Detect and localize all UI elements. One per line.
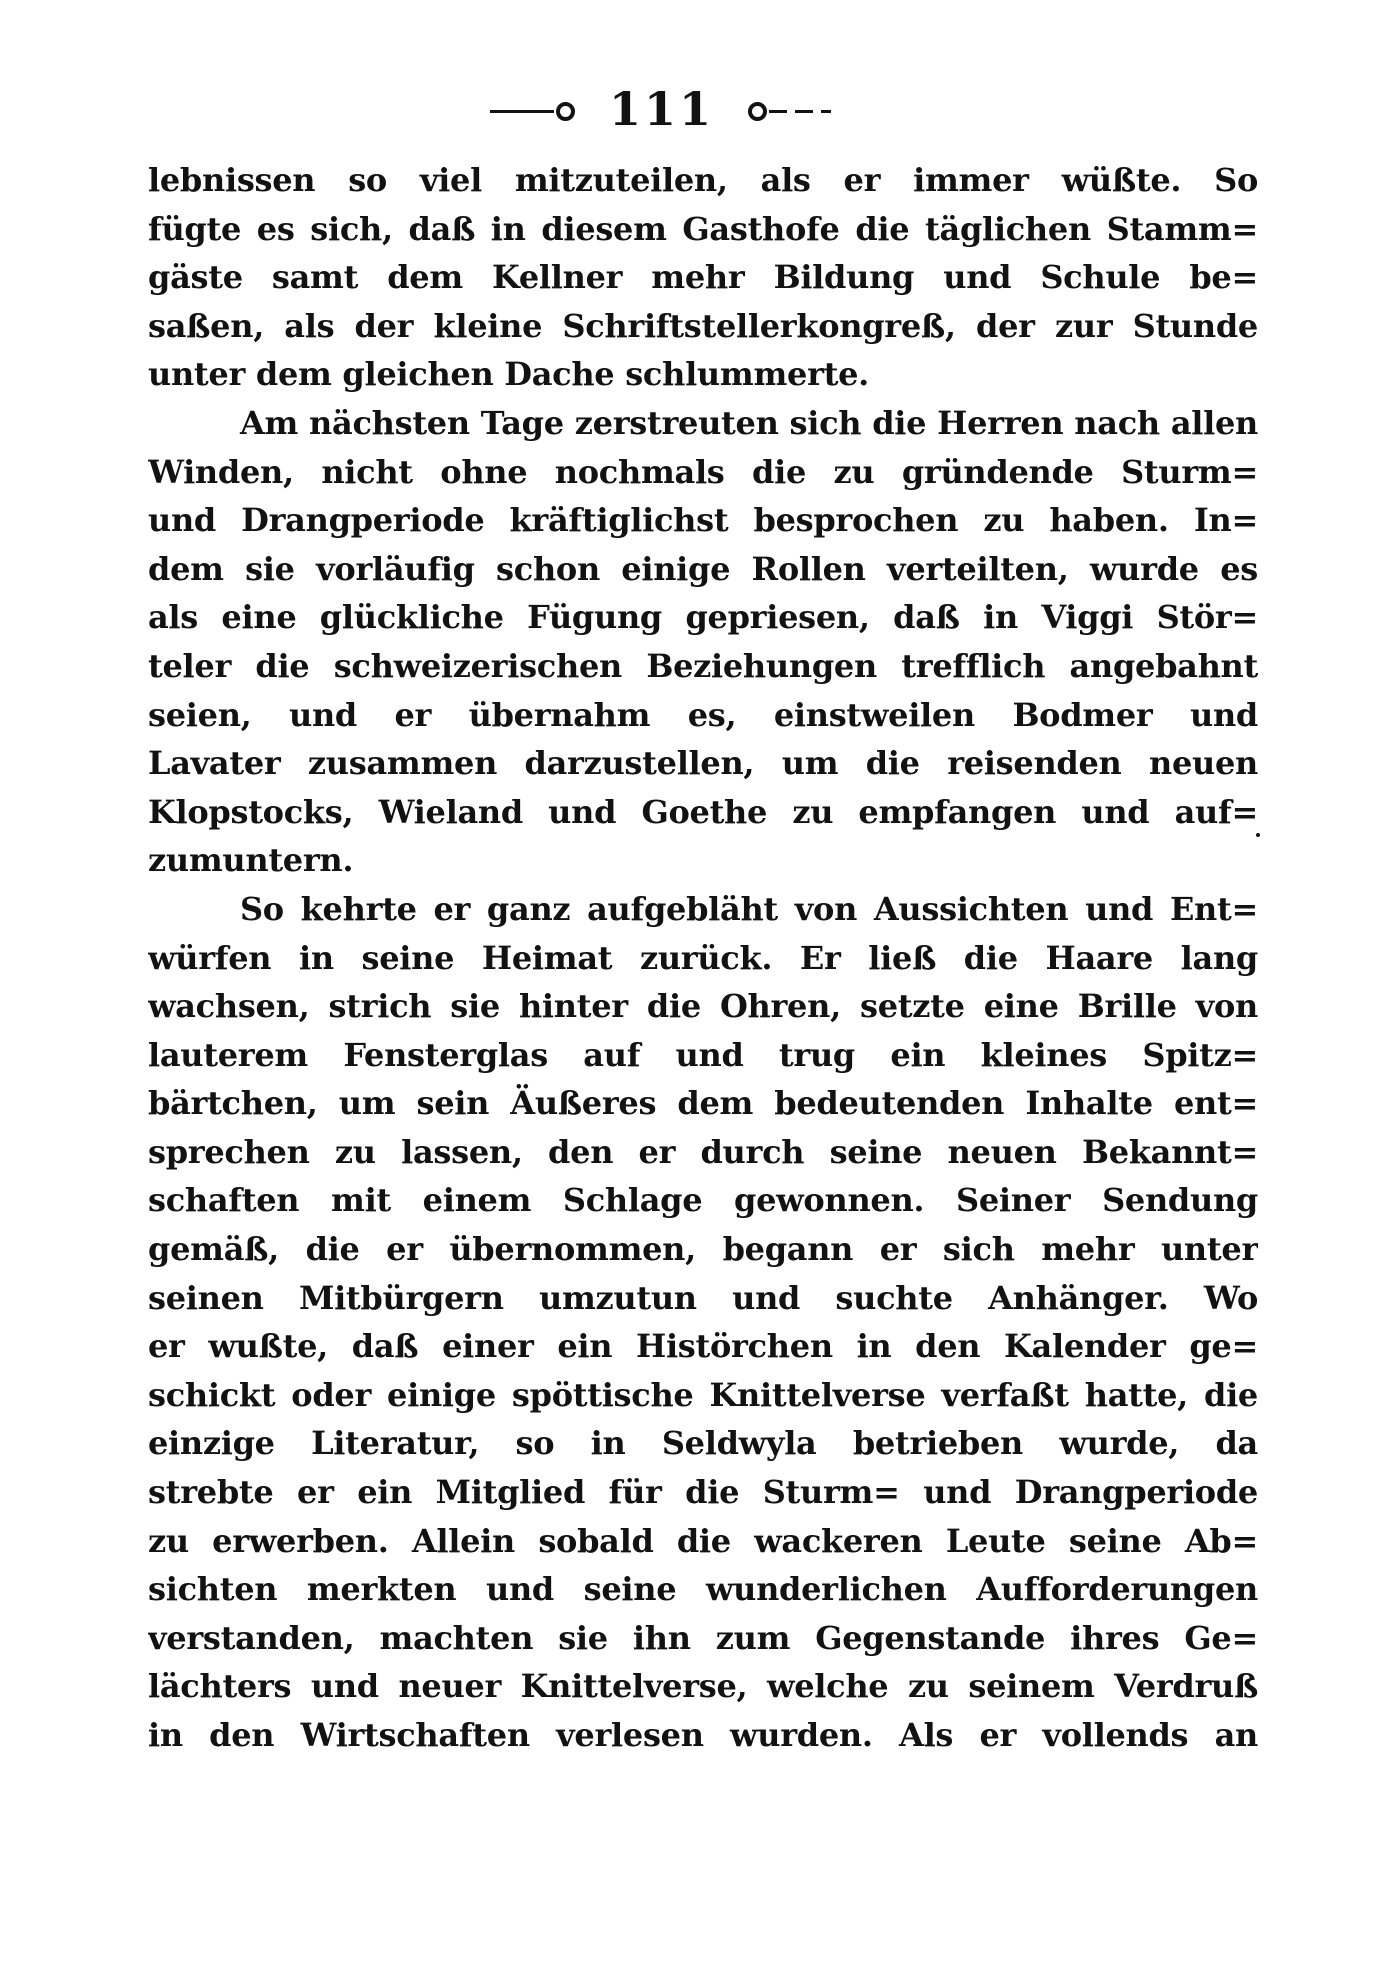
text-line: strebte er ein Mitglied für die Sturm= und Drangperiode [148, 1473, 1258, 1512]
text-line: bärtchen, um sein Äußeres dem bedeutenden Inhalte ent= [148, 1084, 1258, 1123]
text-line: gäste samt dem Kellner mehr Bildung und Schule be= [148, 258, 1258, 297]
ink-speck [1256, 833, 1260, 837]
text-line: dem sie vorläufig schon einige Rollen verteilten, wurde es [148, 549, 1258, 588]
text-line: Am nächsten Tage zerstreuten sich die Herren nach allen [240, 403, 1258, 442]
header-rule-left [490, 110, 554, 113]
page-number: 111 [608, 82, 715, 136]
text-line: teler die schweizerischen Beziehungen trefflich angebahnt [148, 646, 1258, 685]
text-line: saßen, als der kleine Schriftstellerkongreß, der zur Stunde [148, 306, 1258, 345]
running-head [0, 82, 1349, 136]
text-line: Lavater zusammen darzustellen, um die reisenden neuen [148, 744, 1258, 783]
text-line: würfen in seine Heimat zurück. Er ließ die Haare lang [148, 938, 1258, 977]
text-line: Winden, nicht ohne nochmals die zu gründende Sturm= [148, 452, 1258, 491]
text-line: So kehrte er ganz aufgebläht von Aussichten und Ent= [240, 889, 1258, 928]
text-line: verstanden, machten sie ihn zum Gegenstande ihres Ge= [148, 1618, 1258, 1657]
text-line: lebnissen so viel mitzuteilen, als er immer wüßte. So [148, 161, 1258, 199]
text-line: einzige Literatur, so in Seldwyla betrieben wurde, da [148, 1424, 1258, 1463]
text-line: schaften mit einem Schlage gewonnen. Seiner Sendung [148, 1181, 1258, 1220]
text-line: seinen Mitbürgern umzutun und suchte Anhänger. Wo [148, 1278, 1258, 1317]
text-line: zu erwerben. Allein sobald die wackeren Leute seine Ab= [148, 1521, 1258, 1560]
text-line: gemäß, die er übernommen, begann er sich mehr unter [148, 1230, 1258, 1269]
header-ring-right [748, 102, 767, 121]
text-line: er wußte, daß einer ein Histörchen in den Kalender ge= [148, 1327, 1258, 1366]
text-line: sprechen zu lassen, den er durch seine neuen Bekannt= [148, 1132, 1258, 1171]
text-line: als eine glückliche Fügung gepriesen, daß in Viggi Stör= [148, 598, 1258, 637]
text-line: in den Wirtschaften verlesen wurden. Als er vollends an [148, 1716, 1258, 1754]
text-line: seien, und er übernahm es, einstweilen Bodmer und [148, 695, 1258, 734]
text-line: unter dem gleichen Dache schlummerte. [148, 355, 870, 394]
body-text [148, 156, 1258, 1760]
text-line: lächters und neuer Knittelverse, welche zu seinem Verdruß [148, 1667, 1258, 1706]
text-line: wachsen, strich sie hinter die Ohren, setzte eine Brille von [148, 987, 1258, 1026]
text-line: und Drangperiode kräftiglichst besprochen zu haben. In= [148, 501, 1258, 540]
header-rule-right [769, 110, 831, 113]
text-line: Klopstocks, Wieland und Goethe zu empfangen und auf= [148, 792, 1258, 831]
text-line: lauterem Fensterglas auf und trug ein kleines Spitz= [148, 1035, 1258, 1074]
text-line: fügte es sich, daß in diesem Gasthofe die täglichen Stamm= [148, 209, 1258, 248]
text-line: sichten merkten und seine wunderlichen Aufforderungen [148, 1570, 1258, 1609]
text-line: zumuntern. [148, 841, 354, 880]
header-ring-left [556, 102, 575, 121]
text-line: schickt oder einige spöttische Knittelverse verfaßt hatte, die [148, 1375, 1258, 1414]
